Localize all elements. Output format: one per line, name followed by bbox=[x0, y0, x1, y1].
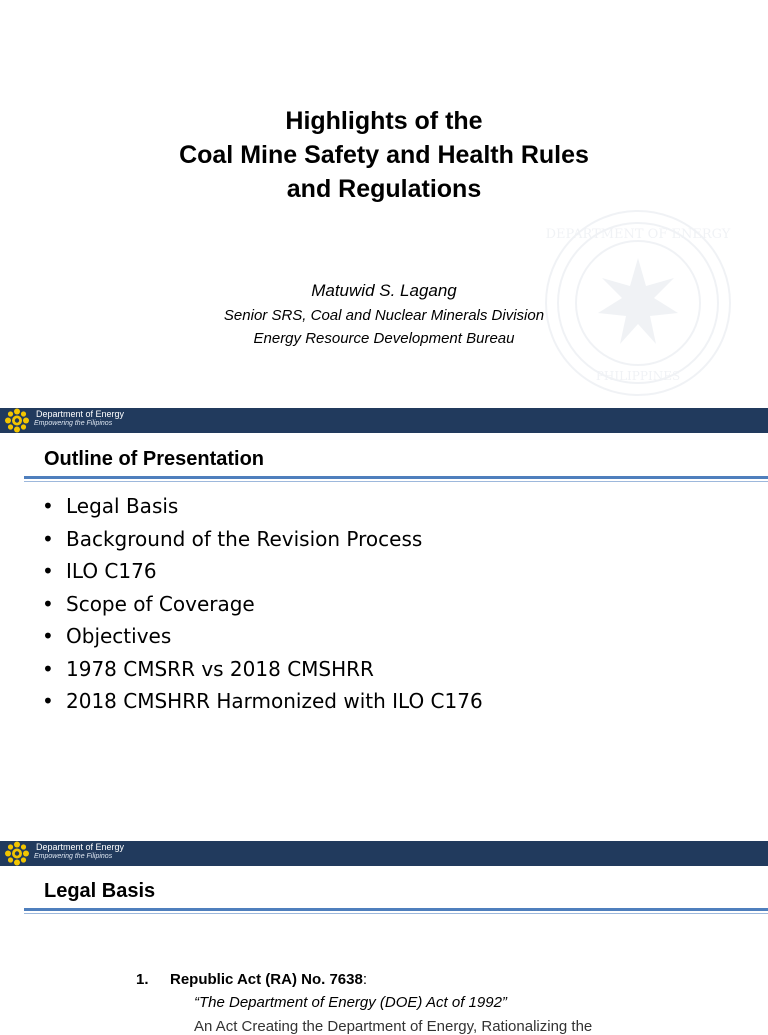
header-org-name: Department of Energy bbox=[36, 409, 125, 419]
bullet-icon: • bbox=[42, 494, 54, 518]
title-slide bbox=[0, 0, 768, 408]
outline-item-label: Scope of Coverage bbox=[66, 591, 255, 616]
legal-item-heading bbox=[170, 971, 367, 988]
doe-seal-watermark bbox=[488, 198, 768, 408]
bullet-icon: • bbox=[42, 656, 54, 681]
list-item bbox=[42, 620, 483, 653]
legal-item-description: An Act Creating the Department of Energy, Rationalizing the bbox=[194, 1018, 593, 1035]
title-underline-thin bbox=[24, 913, 768, 914]
legal-basis-title: Legal Basis bbox=[44, 880, 156, 902]
legal-item-title: Republic Act (RA) No. 7638 bbox=[170, 971, 363, 988]
title-underline-thin bbox=[24, 481, 768, 482]
presentation-title bbox=[0, 104, 768, 206]
title-line-2: Coal Mine Safety and Health Rules bbox=[179, 141, 589, 169]
header-band bbox=[0, 408, 768, 433]
author-position: Senior SRS, Coal and Nuclear Minerals Division bbox=[223, 307, 545, 324]
legal-item-colon: : bbox=[362, 971, 367, 988]
list-item bbox=[42, 523, 483, 556]
doe-logo-icon bbox=[1, 841, 33, 866]
outline-item-label: Legal Basis bbox=[66, 494, 179, 518]
legal-item-number: 1. bbox=[136, 971, 149, 988]
bullet-icon: • bbox=[42, 689, 54, 713]
title-line-1: Highlights of the bbox=[285, 107, 483, 135]
bullet-icon: • bbox=[42, 624, 54, 648]
seal-text-bottom: PHILIPPINES bbox=[595, 369, 681, 383]
bullet-icon: • bbox=[42, 526, 54, 551]
header-tagline: Empowering the Filipinos bbox=[34, 853, 113, 860]
bullet-icon: • bbox=[42, 591, 54, 616]
header-tagline: Empowering the Filipinos bbox=[34, 420, 113, 427]
outline-list bbox=[42, 490, 483, 718]
list-item bbox=[42, 555, 483, 588]
author-name: Matuwid S. Lagang bbox=[311, 281, 457, 300]
outline-item-label: Objectives bbox=[66, 624, 172, 648]
bullet-icon: • bbox=[42, 559, 54, 583]
title-underline bbox=[24, 908, 768, 911]
outline-title: Outline of Presentation bbox=[44, 448, 265, 470]
list-item bbox=[42, 588, 483, 621]
outline-item-label: 1978 CMSRR vs 2018 CMSHRR bbox=[66, 656, 374, 681]
title-underline bbox=[24, 476, 768, 479]
outline-item-label: Background of the Revision Process bbox=[66, 526, 423, 551]
header-org-name: Department of Energy bbox=[36, 842, 125, 852]
list-item bbox=[42, 685, 483, 718]
list-item bbox=[42, 653, 483, 686]
legal-item-subtitle: “The Department of Energy (DOE) Act of 1992” bbox=[194, 994, 507, 1011]
header-band bbox=[0, 841, 768, 866]
list-item bbox=[42, 490, 483, 523]
doe-logo-icon bbox=[1, 408, 33, 433]
outline-item-label: ILO C176 bbox=[66, 559, 157, 583]
seal-text-top: DEPARTMENT OF ENERGY bbox=[545, 227, 731, 242]
outline-item-label: 2018 CMSHRR Harmonized with ILO C176 bbox=[66, 689, 483, 713]
title-line-3: and Regulations bbox=[286, 175, 482, 203]
author-bureau: Energy Resource Development Bureau bbox=[253, 330, 515, 347]
